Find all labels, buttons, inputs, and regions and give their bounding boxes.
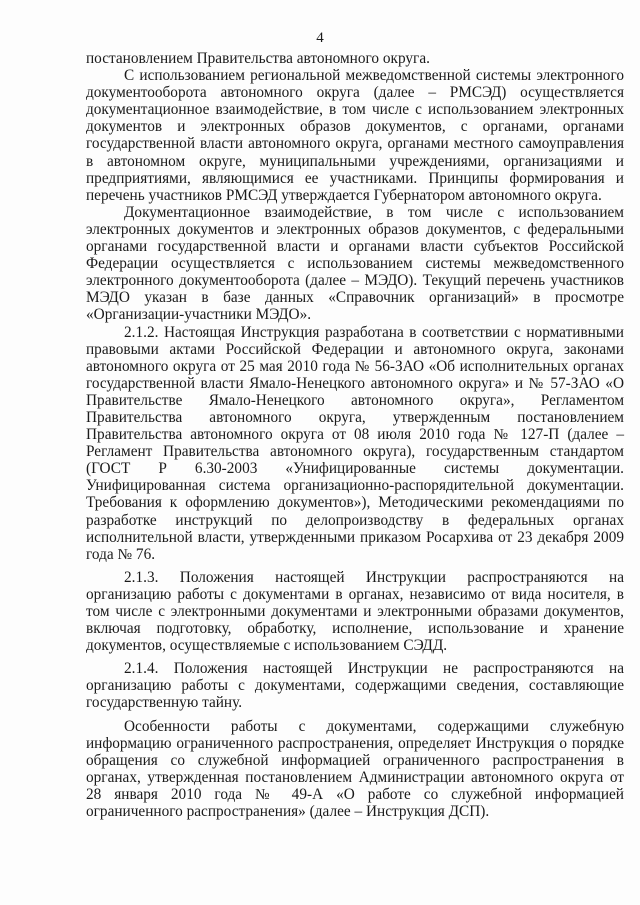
paragraph-2-1-2: 2.1.2. Настоящая Инструкция разработана в соответствии с нормативными правовыми актами Российской Федерации и автономного округа, законами автономного округа от 25 мая 2010 года № 56-ЗАО «Об исполнительных органах государственной власти Ямало-Ненецкого автономного округа» и № 57-ЗАО «О Правительстве Ямало-Ненецкого автономного округа», Регламентом Правительства автономного округа, утвержденным постановлением Правительства автономного округа от 08 июля 2010 года № 127-П (далее – Регламент Правительства автономного округа), государственным стандартом (ГОСТ Р 6.30-2003 «Унифицированные системы документации. Унифицированная система организационно-распорядительной документации. Требования к оформлению документов»), Методическими рекомендациями по разработке инструкций по делопроизводству в федеральных органах исполнительной власти, утвержденными приказом Росархива от 23 декабря 2009 года № 76. [86,323,624,563]
document-body [86,50,624,820]
paragraph-continuation: постановлением Правительства автономного округа. [86,50,430,67]
paragraph-dsp: Особенности работы с документами, содержащими служебную информацию ограниченного распространения, определяет Инструкция о порядке обращения со служебной информацией ограниченного распространения в органах, утвержденная постановлением Администрации автономного округа от 28 января 2010 года № 49-А «О работе со служебной информацией ограниченного распространения» (далее – Инструкция ДСП). [86,717,624,821]
page-number: 4 [316,30,324,46]
paragraph-2-1-4: 2.1.4. Положения настоящей Инструкции не распространяются на организацию работы с документами, содержащими сведения, составляющие государственную тайну. [86,660,624,712]
paragraph-2-1-3: 2.1.3. Положения настоящей Инструкции распространяются на организацию работы с документами в органах, независимо от вида носителя, в том числе с электронными документами и электронными образами документов, включая подготовку, обработку, исполнение, использование и хранение документов, осуществляемые с использованием СЭДД. [86,568,624,655]
paragraph-medo: Документационное взаимодействие, в том числе с использованием электронных документов и электронных образов документов, с федеральными органами государственной власти и органами власти субъектов Российской Федерации осуществляется с использованием системы межведомственного электронного документооборота (далее – МЭДО). Текущий перечень участников МЭДО указан в базе данных «Справочник организаций» в просмотре «Организации-участники МЭДО». [86,203,624,324]
paragraph-rmsed: С использованием региональной межведомственной системы электронного документооборота автономного округа (далее – РМСЭД) осуществляется документационное взаимодействие, в том числе с использованием электронных документов и электронных образов документов, с органами, органами государственной власти автономного округа, органами местного самоуправления в автономном округе, муниципальными учреждениями, организациями и предприятиями, являющимися ее участниками. Принципы формирования и перечень участников РМСЭД утверждается Губернатором автономного округа. [86,67,624,204]
